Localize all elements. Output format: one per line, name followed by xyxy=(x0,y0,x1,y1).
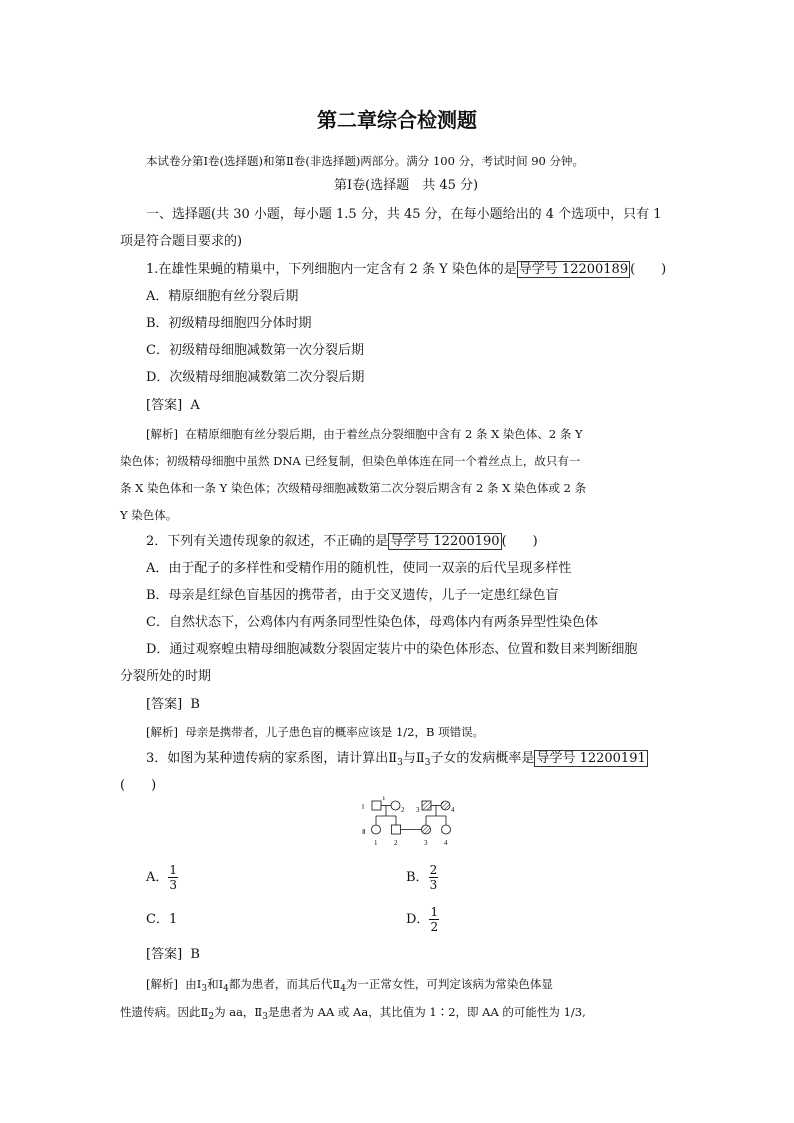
q1-answer-label: [答案] xyxy=(146,398,183,413)
q2-analysis xyxy=(146,723,484,741)
q2-answer-label: [答案] xyxy=(146,697,183,712)
pedigree-chart xyxy=(360,796,470,850)
fraction xyxy=(429,863,439,892)
q3-code-box: 导学号 12200191 xyxy=(536,751,646,766)
q1-analysis-line-1 xyxy=(146,425,583,443)
q3-paren: ( ) xyxy=(120,778,157,793)
q2-stem: 2．下列有关遗传现象的叙述，不正确的是 xyxy=(146,534,389,549)
q3-sub-3: 3 xyxy=(397,758,403,768)
q1-code-box: 导学号 12200189 xyxy=(518,262,629,277)
q3-sub-3b: 3 xyxy=(424,758,431,768)
fraction xyxy=(429,905,439,934)
gen1-female-2 xyxy=(391,801,400,810)
gen1-male-3-affected xyxy=(422,801,431,810)
q2-option-b: B．母亲是红绿色盲基因的携带者，由于交叉遗传，儿子一定患红绿色盲 xyxy=(146,588,559,603)
q3-option-a-label: A． xyxy=(146,870,169,885)
q3-analysis-1d: 为一正常女性，可判定该病为常染色体显 xyxy=(345,977,553,991)
q1-option-b: B．初级精母细胞四分体时期 xyxy=(146,316,312,331)
gen1-num-2: 2 xyxy=(401,806,405,814)
gen1-num-1: 1 xyxy=(382,796,386,802)
q1-stem-line xyxy=(146,261,666,279)
q3-d-den: 2 xyxy=(430,920,439,934)
gen2-num-1: 1 xyxy=(374,839,378,847)
exam-intro: 本试卷分第Ⅰ卷(选择题)和第Ⅱ卷(非选择题)两部分。满分 100 分，考试时间 90 分钟。 xyxy=(146,154,585,168)
q3-analysis-2a: 性遗传病。因此Ⅱ xyxy=(120,1005,209,1019)
gen1-num-4: 4 xyxy=(451,806,455,814)
q1-analysis-text-1: 在精原细胞有丝分裂后期，由于着丝点分裂细胞中含有 2 条 X 染色体、2 条 Y xyxy=(185,427,583,441)
q3-option-c: C．1 xyxy=(146,912,178,927)
q1-analysis-line-4: Y 染色体。 xyxy=(120,508,178,522)
q3-a-den: 3 xyxy=(169,878,178,892)
section-title: 第Ⅰ卷(选择题 共 45 分) xyxy=(334,178,479,193)
q3-answer-label: [答案] xyxy=(146,947,183,962)
gen1-male-1 xyxy=(372,801,381,810)
q3-option-b xyxy=(406,860,438,896)
q1-answer-value: A xyxy=(190,398,200,413)
gen2-male-2 xyxy=(392,825,401,834)
q3-d-num: 1 xyxy=(430,905,439,919)
gen2-num-4: 4 xyxy=(444,839,448,847)
q2-analysis-label: [解析] xyxy=(146,725,178,739)
q3-answer xyxy=(146,946,200,964)
q2-option-a: A．由于配子的多样性和受精作用的随机性，使同一双亲的后代呈现多样性 xyxy=(146,561,572,576)
gen-2-label: Ⅱ xyxy=(362,828,366,836)
q2-answer-value: B xyxy=(190,697,200,712)
q1-answer xyxy=(146,397,200,415)
q2-code-box: 导学号 12200190 xyxy=(390,534,500,549)
q3-analysis-line-1 xyxy=(146,975,553,998)
q1-analysis-label: [解析] xyxy=(146,427,178,441)
q3-option-d-label: D． xyxy=(406,912,430,927)
fraction xyxy=(168,863,178,892)
q3-analysis-sub-3b: 3 xyxy=(262,1012,268,1022)
gen-1-label: Ⅰ xyxy=(362,803,365,811)
gen2-female-4 xyxy=(442,825,451,834)
q1-option-c: C．初级精母细胞减数第一次分裂后期 xyxy=(146,343,364,358)
q3-stem-a: 3．如图为某种遗传病的家系图，请计算出Ⅱ xyxy=(146,751,398,766)
gen1-num-3: 3 xyxy=(416,806,420,814)
q2-option-d: D．通过观察蝗虫精母细胞减数分裂固定装片中的染色体形态、位置和数目来判断细胞 xyxy=(146,642,638,657)
q3-answer-value: B xyxy=(190,947,200,962)
q3-stem-c: 子女的发病概率是 xyxy=(430,751,535,766)
q3-analysis-sub-4: 4 xyxy=(223,984,229,994)
gen2-num-2: 2 xyxy=(394,839,398,847)
q3-stem-b: 与Ⅱ xyxy=(402,751,425,766)
q3-b-den: 3 xyxy=(429,878,438,892)
q3-analysis-1a: 由Ⅰ xyxy=(185,977,202,991)
q3-option-a xyxy=(146,860,178,896)
q3-analysis-1b: 和Ⅰ xyxy=(207,977,224,991)
q2-paren: ( ) xyxy=(501,534,538,549)
q1-option-d: D．次级精母细胞减数第二次分裂后期 xyxy=(146,370,365,385)
page-title: 第二章综合检测题 xyxy=(317,108,477,132)
q3-a-num: 1 xyxy=(169,863,178,877)
gen1-female-4-affected xyxy=(441,801,450,810)
q3-analysis-line-2 xyxy=(120,1003,586,1026)
q2-option-d-cont: 分裂所处的时期 xyxy=(120,669,212,684)
gen2-female-1 xyxy=(372,825,381,834)
q2-analysis-text: 母亲是携带者，儿子患色盲的概率应该是 1/2，B 项错误。 xyxy=(185,725,485,739)
q3-analysis-label: [解析] xyxy=(146,977,178,991)
q1-paren: ( ) xyxy=(630,262,667,277)
q3-option-d xyxy=(406,902,439,938)
q3-analysis-2b: 为 aa，Ⅱ xyxy=(214,1005,263,1019)
q3-analysis-sub-3: 3 xyxy=(201,984,208,994)
gen2-num-3: 3 xyxy=(424,839,428,847)
q3-analysis-sub-4b: 4 xyxy=(340,984,346,994)
q3-b-num: 2 xyxy=(429,863,438,877)
q2-stem-line xyxy=(146,533,538,551)
instructions-line-1: 一、选择题(共 30 小题，每小题 1.5 分，共 45 分，在每小题给出的 4 个选项中，只有 1 xyxy=(146,207,662,222)
q2-answer xyxy=(146,696,200,714)
q3-analysis-1c: 都为患者，而其后代Ⅱ xyxy=(228,977,341,991)
q3-analysis-2c: 是患者为 AA 或 Aa，其比值为 1∶2，即 AA 的可能性为 1/3, xyxy=(267,1005,586,1019)
q2-option-c: C．自然状态下，公鸡体内有两条同型性染色体，母鸡体内有两条异型性染色体 xyxy=(146,615,598,630)
q1-analysis-line-3: 条 X 染色体和一条 Y 染色体；次级精母细胞减数第二次分裂后期含有 2 条 X 染色体或 2 条 xyxy=(120,481,587,495)
gen2-female-3-affected xyxy=(422,825,431,834)
q3-option-b-label: B． xyxy=(406,870,429,885)
q1-stem: 1.在雄性果蝇的精巢中，下列细胞内一定含有 2 条 Y 染色体的是 xyxy=(146,262,517,277)
q1-option-a: A．精原细胞有丝分裂后期 xyxy=(146,289,299,304)
q3-analysis-sub-2: 2 xyxy=(208,1012,215,1022)
q3-stem-line xyxy=(146,750,648,772)
q1-analysis-line-2: 染色体；初级精母细胞中虽然 DNA 已经复制，但染色单体连在同一个着丝点上，故只有一 xyxy=(120,454,581,468)
instructions-line-2: 项是符合题目要求的) xyxy=(120,234,243,249)
